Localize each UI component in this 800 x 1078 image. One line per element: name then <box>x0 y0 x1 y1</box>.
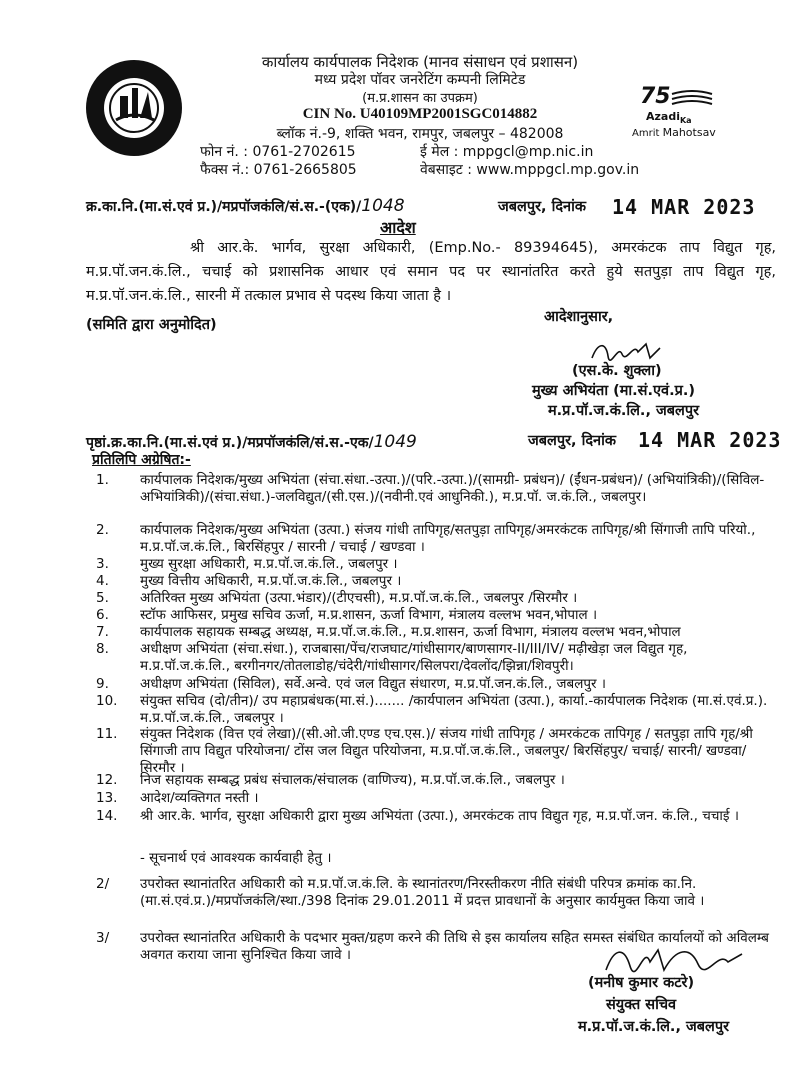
list-item: अधीक्षण अभियंता (सिविल), सर्वे.अन्वे. एवं जल विद्युत संधारण, म.प्र.पॉ.जन.कं.लि., जबलपुर । <box>140 676 606 692</box>
list-item-number: 5. <box>96 590 109 606</box>
list-item: अधीक्षण अभियंता (संचा.संधा.), राजबासा/पेंच/राजघाट/गांधीसागर/बाणसागर-II/III/IV/ मढ़ीखेड़ा जल विद्युत गृह, म.प्र.पॉ.ज.कं.लि., बरगीनगर/तोतलाडोह/चंदेरी/गांधीसागर/सिलपरा/देवलोंद/झिन्ना/शिवपुरी। <box>140 641 688 674</box>
list-item-number: 4. <box>96 573 109 589</box>
list-item-number: 9. <box>96 676 109 692</box>
by-order-label: आदेशानुसार, <box>544 309 614 325</box>
order-date-stamp: 14 MAR 2023 <box>612 195 756 219</box>
list-item: मुख्य सुरक्षा अधिकारी, म.प्र.पॉ.ज.कं.लि., जबलपुर । <box>140 556 398 572</box>
website: वेबसाइट : www.mppgcl.mp.gov.in <box>420 162 640 178</box>
paragraph-relieve: उपरोक्त स्थानांतरित अधिकारी को म.प्र.पॉ.ज.कं.लि. के स्थानांतरण/निरस्तीकरण नीति संबंधी परिपत्र क्रमांक का.नि.(मा.सं.एवं.प्र.)/मप्रपॉजकंलि/स्था./398 दिनांक 29.01.2011 में प्रदत्त प्रावधानों के अनुसार कार्यमुक्त किया जावे । <box>140 876 705 909</box>
para-number: 2/ <box>96 876 110 892</box>
signer-designation: संयुक्त सचिव <box>606 997 677 1013</box>
cin-number: CIN No. U40109MP2001SGC014882 <box>302 106 538 122</box>
endorsement-place-date: जबलपुर, दिनांक <box>528 433 616 449</box>
signer-name: (मनीष कुमार कटरे) <box>588 975 695 991</box>
signer-designation: मुख्य अभियंता (मा.सं.एवं.प्र.) <box>532 383 695 399</box>
address: ब्लॉक नं.-9, शक्ति भवन, रामपुर, जबलपुर – 482008 <box>276 126 564 142</box>
list-item-number: 3. <box>96 556 109 572</box>
list-item-number: 7. <box>96 624 109 640</box>
list-item: संयुक्त निदेशक (वित्त एवं लेखा)/(सी.ओ.जी.एण्ड एच.एस.)/ संजय गांधी तापिगृह / अमरकंटक तापिगृह / सतपुड़ा तापि गृह/श्री सिंगाजी ताप विद्युत परियोजना/ टोंस जल विद्युत परियोजना, म.प्र.पॉ.ज.कं.लि., जबलपुर/ बिरसिंहपुर/ चचाई/ सारनी/ खण्डवा/ सिरमौर । <box>140 726 753 776</box>
endorsement-date-stamp: 14 MAR 2023 <box>638 428 782 452</box>
company-name: मध्य प्रदेश पॉवर जनरेटिंग कम्पनी लिमिटेड <box>314 72 526 88</box>
committee-approval: (समिति द्वारा अनुमोदित) <box>86 317 217 333</box>
email-address: ई मेल : mppgcl@mp.nic.in <box>420 144 594 160</box>
phone-number: फोन नं. : 0761-2702615 <box>200 144 356 160</box>
list-item: श्री आर.के. भार्गव, सुरक्षा अधिकारी द्वारा मुख्य अभियंता (उत्पा.), अमरकंटक ताप विद्युत गृह, म.प्र.पॉ.जन. कं.लि., चचाई । <box>140 808 739 824</box>
para-number: 3/ <box>96 930 110 946</box>
list-item: निज सहायक सम्बद्ध प्रबंध संचालक/संचालक (वाणिज्य), म.प्र.पॉ.ज.कं.लि., जबलपुर । <box>140 772 565 788</box>
fax-number: फैक्स नं.: 0761-2665805 <box>200 162 357 178</box>
signer-organization: म.प्र.पॉ.ज.कं.लि., जबलपुर <box>578 1019 730 1035</box>
signer-organization: म.प्र.पॉ.ज.कं.लि., जबलपुर <box>548 403 700 419</box>
list-item: संयुक्त सचिव (दो/तीन)/ उप महाप्रबंधक(मा.सं.)....... /कार्यपालन अभियंता (उत्पा.), कार्या.-कार्यपालक निदेशक (मा.सं.एवं.प्र.). म.प्र.पॉ.ज.कं.लि., जबलपुर । <box>140 693 768 726</box>
list-item: आदेश/व्यक्तिगत नस्ती । <box>140 790 259 806</box>
list-item: कार्यपालक सहायक सम्बद्ध अध्यक्ष, म.प्र.पॉ.ज.कं.लि., म.प्र.शासन, ऊर्जा विभाग, मंत्रालय वल्लभ भवन,भोपाल <box>140 624 681 640</box>
list-item-number: 2. <box>96 522 109 538</box>
info-line: - सूचनार्थ एवं आवश्यक कार्यवाही हेतु । <box>140 850 332 866</box>
list-item-number: 11. <box>96 726 118 742</box>
order-title: आदेश <box>380 218 416 237</box>
list-item-number: 8. <box>96 641 109 657</box>
list-item: अतिरिक्त मुख्य अभियंता (उत्पा.भंडार)/(टीएचसी), म.प्र.पॉ.ज.कं.लि., जबलपुर /सिरमौर । <box>140 590 578 606</box>
company-subtitle: (म.प्र.शासन का उपक्रम) <box>362 91 478 106</box>
list-item: मुख्य वित्तीय अधिकारी, म.प्र.पॉ.ज.कं.लि., जबलपुर । <box>140 573 402 589</box>
office-name: कार्यालय कार्यपालक निदेशक (मानव संसाधन एवं प्रशासन) <box>261 53 579 71</box>
list-item-number: 13. <box>96 790 118 806</box>
paragraph-inform: उपरोक्त स्थानांतरित अधिकारी के पदभार मुक्त/ग्रहण करने की तिथि से इस कार्यालय सहित समस्त संबंधित कार्यालयों को अविलम्ब अवगत कराया जाना सुनिश्चित किया जावे । <box>140 930 769 963</box>
list-item-number: 1. <box>96 472 109 488</box>
list-item-number: 10. <box>96 693 118 709</box>
azadi-ka-amrit-mahotsav-logo: 75 Azadi$_{Ka}$ Amrit Mahotsav <box>632 84 716 139</box>
list-item-number: 14. <box>96 808 118 824</box>
signer-name: (एस.के. शुक्ला) <box>572 363 662 379</box>
order-place-date: जबलपुर, दिनांक <box>498 199 586 215</box>
copy-to-heading: प्रतिलिपि अग्रेषित:- <box>92 452 191 468</box>
list-item: कार्यपालक निदेशक/मुख्य अभियंता (संचा.संधा.-उत्पा.)/(परि.-उत्पा.)/(सामग्री- प्रबंधन)/ (ईंधन-प्रबंधन)/ (अभियांत्रिकी)/(सिविल-अभियांत्रिकी)/(संचा.संधा.)-जलविद्युत/(सी.एस.)/(नवीनी.एवं आधुनिकी.), म.प्र.पॉ. ज.कं.लि., जबलपुर। <box>140 472 765 505</box>
order-body: श्री आर.के. भार्गव, सुरक्षा अधिकारी, (Emp.No.- 89394645), अमरकंटक ताप विद्युत गृह, म.प्र.पॉ.जन.कं.लि., चचाई को प्रशासनिक आधार एवं समान पद पर स्थानांतरित करते हुये सतपुड़ा ताप विद्युत गृह, म.प्र.पॉ.जन.कं.लि., सारनी में तत्काल प्रभाव से पदस्थ किया जाता है । <box>86 240 776 304</box>
list-item: कार्यपालक निदेशक/मुख्य अभियंता (उत्पा.) संजय गांधी तापिगृह/सतपुड़ा तापिगृह/अमरकंटक तापिगृह/श्री सिंगाजी तापि परियो., म.प्र.पॉ.ज.कं.लि., बिरसिंहपुर / सारनी / चचाई / खण्डवा । <box>140 522 756 555</box>
list-item-number: 6. <box>96 607 109 623</box>
company-seal-logo <box>78 58 190 158</box>
order-reference: क्र.का.नि.(मा.सं.एवं प्र.)/मप्रपॉजकंलि/सं.स.-(एक)/1048 <box>86 196 405 216</box>
endorsement-reference: पृष्ठां.क्र.का.नि.(मा.सं.एवं प्र.)/मप्रपॉजकंलि/सं.स.-एक/1049 <box>86 432 417 452</box>
list-item-number: 12. <box>96 772 118 788</box>
list-item: स्टॉफ आफिसर, प्रमुख सचिव ऊर्जा, म.प्र.शासन, ऊर्जा विभाग, मंत्रालय वल्लभ भवन,भोपाल । <box>140 607 598 623</box>
